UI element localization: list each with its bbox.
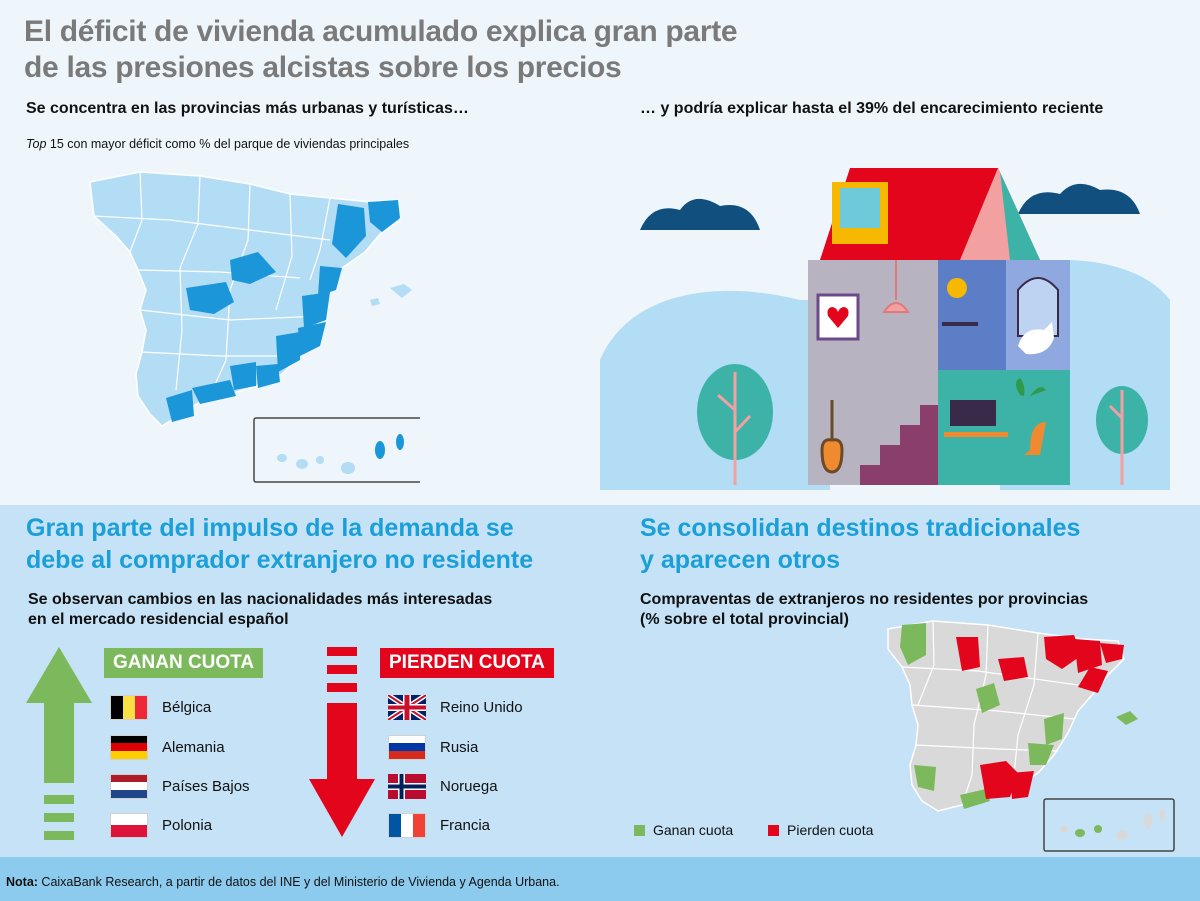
country-label: Bélgica [162, 698, 212, 716]
netherlands-flag-icon [110, 774, 148, 799]
dest-heading-line-1: Se consolidan destinos tradicionales [640, 514, 1081, 542]
cloud-right-icon [1018, 184, 1140, 214]
gain-row-germany [110, 734, 225, 760]
poland-flag-icon [110, 813, 148, 838]
legend-lose-swatch [768, 825, 779, 836]
gain-row-netherlands [110, 773, 250, 799]
country-label: Reino Unido [440, 698, 523, 716]
province-highlight-castellon [318, 266, 342, 296]
lose-row-uk [388, 694, 523, 720]
demand-sub-line-1: Se observan cambios en las nacionalidades más interesadas [28, 591, 493, 608]
country-label: Rusia [440, 738, 479, 756]
country-label: Francia [440, 816, 491, 834]
legend-gain-label: Ganan cuota [653, 822, 734, 838]
norway-flag-icon [388, 774, 426, 799]
germany-flag-icon [110, 735, 148, 760]
province-highlight-alicante [298, 322, 326, 356]
clock-icon [947, 278, 967, 298]
province-highlight-granada [230, 362, 256, 390]
demand-heading-line-2: debe al comprador extranjero no residente [26, 546, 534, 574]
left-subtitle: Se concentra en las provincias más urbanas y turísticas… [26, 100, 469, 117]
gain-row-belgium [110, 694, 211, 720]
balearic-islands-small [370, 298, 380, 306]
page-title [24, 14, 844, 86]
canary-islands [1060, 809, 1165, 840]
dest-heading-line-2: y aparecen otros [640, 546, 841, 574]
house-illustration [600, 150, 1170, 490]
note-label: Nota: [6, 875, 38, 889]
wall-mid-room [938, 260, 1006, 370]
monitor-icon [950, 400, 996, 426]
province-gain-baleares [1116, 711, 1138, 725]
spain-deficit-map [80, 160, 420, 490]
spain-foreign-buyers-map [878, 615, 1188, 855]
gain-badge: GANAN CUOTA [104, 648, 263, 678]
note-text: CaixaBank Research, a partir de datos del INE y del Ministerio de Vivienda y Agenda Urbana. [37, 875, 560, 889]
lose-row-russia [388, 734, 478, 760]
caption-italic: Top [26, 137, 47, 151]
arrow-down-icon [307, 645, 377, 845]
demand-heading-line-1: Gran parte del impulso de la demanda se [26, 514, 514, 542]
dest-sub-line-2: (% sobre el total provincial) [640, 611, 849, 628]
right-subtitle: … y podría explicar hasta el 39% del encarecimiento reciente [640, 100, 1104, 117]
province-gain-valencia [1028, 743, 1054, 765]
lose-row-norway [388, 773, 498, 799]
legend-gain-swatch [634, 825, 645, 836]
demand-sub-line-2: en el mercado residencial español [28, 611, 289, 628]
uk-flag-icon [388, 695, 426, 720]
province-highlight-murcia [276, 332, 300, 372]
wall-bottom-room [938, 370, 1070, 485]
canary-islands-inset [254, 418, 420, 482]
lose-row-france [388, 812, 490, 838]
cafe-table [942, 322, 978, 326]
country-label: Países Bajos [162, 777, 250, 795]
source-note [0, 857, 1200, 901]
skylight-glass [840, 188, 880, 228]
country-label: Noruega [440, 777, 498, 795]
france-flag-icon [388, 813, 426, 838]
russia-flag-icon [388, 735, 426, 760]
legend-lose [768, 822, 873, 838]
country-label: Polonia [162, 816, 213, 834]
province-highlight-almeria [256, 364, 280, 388]
country-label: Alemania [162, 738, 225, 756]
dest-sub-line-1: Compraventas de extranjeros no residentes por provincias [640, 591, 1089, 608]
destinations-heading [640, 512, 1080, 576]
gain-row-poland [110, 812, 212, 838]
caption-text: 15 con mayor déficit como % del parque de viviendas principales [46, 137, 410, 151]
legend-lose-label: Pierden cuota [787, 822, 874, 838]
lose-badge: PIERDEN CUOTA [380, 648, 554, 678]
province-lose-almeria [1010, 771, 1034, 799]
balearic-islands [390, 284, 412, 298]
arrow-up-icon [24, 645, 94, 845]
cloud-left-icon [640, 199, 760, 230]
demand-subtitle [28, 590, 492, 630]
title-line-2: de las presiones alcistas sobre los precios [24, 51, 622, 84]
belgium-flag-icon [110, 695, 148, 720]
canary-islands-inset [1044, 799, 1174, 851]
map-caption [26, 137, 409, 151]
legend-gain [634, 822, 733, 838]
demand-heading [26, 512, 533, 576]
title-line-1: El déficit de vivienda acumulado explica gran parte [24, 15, 738, 48]
canary-islands [277, 434, 404, 474]
desk [944, 432, 1008, 437]
